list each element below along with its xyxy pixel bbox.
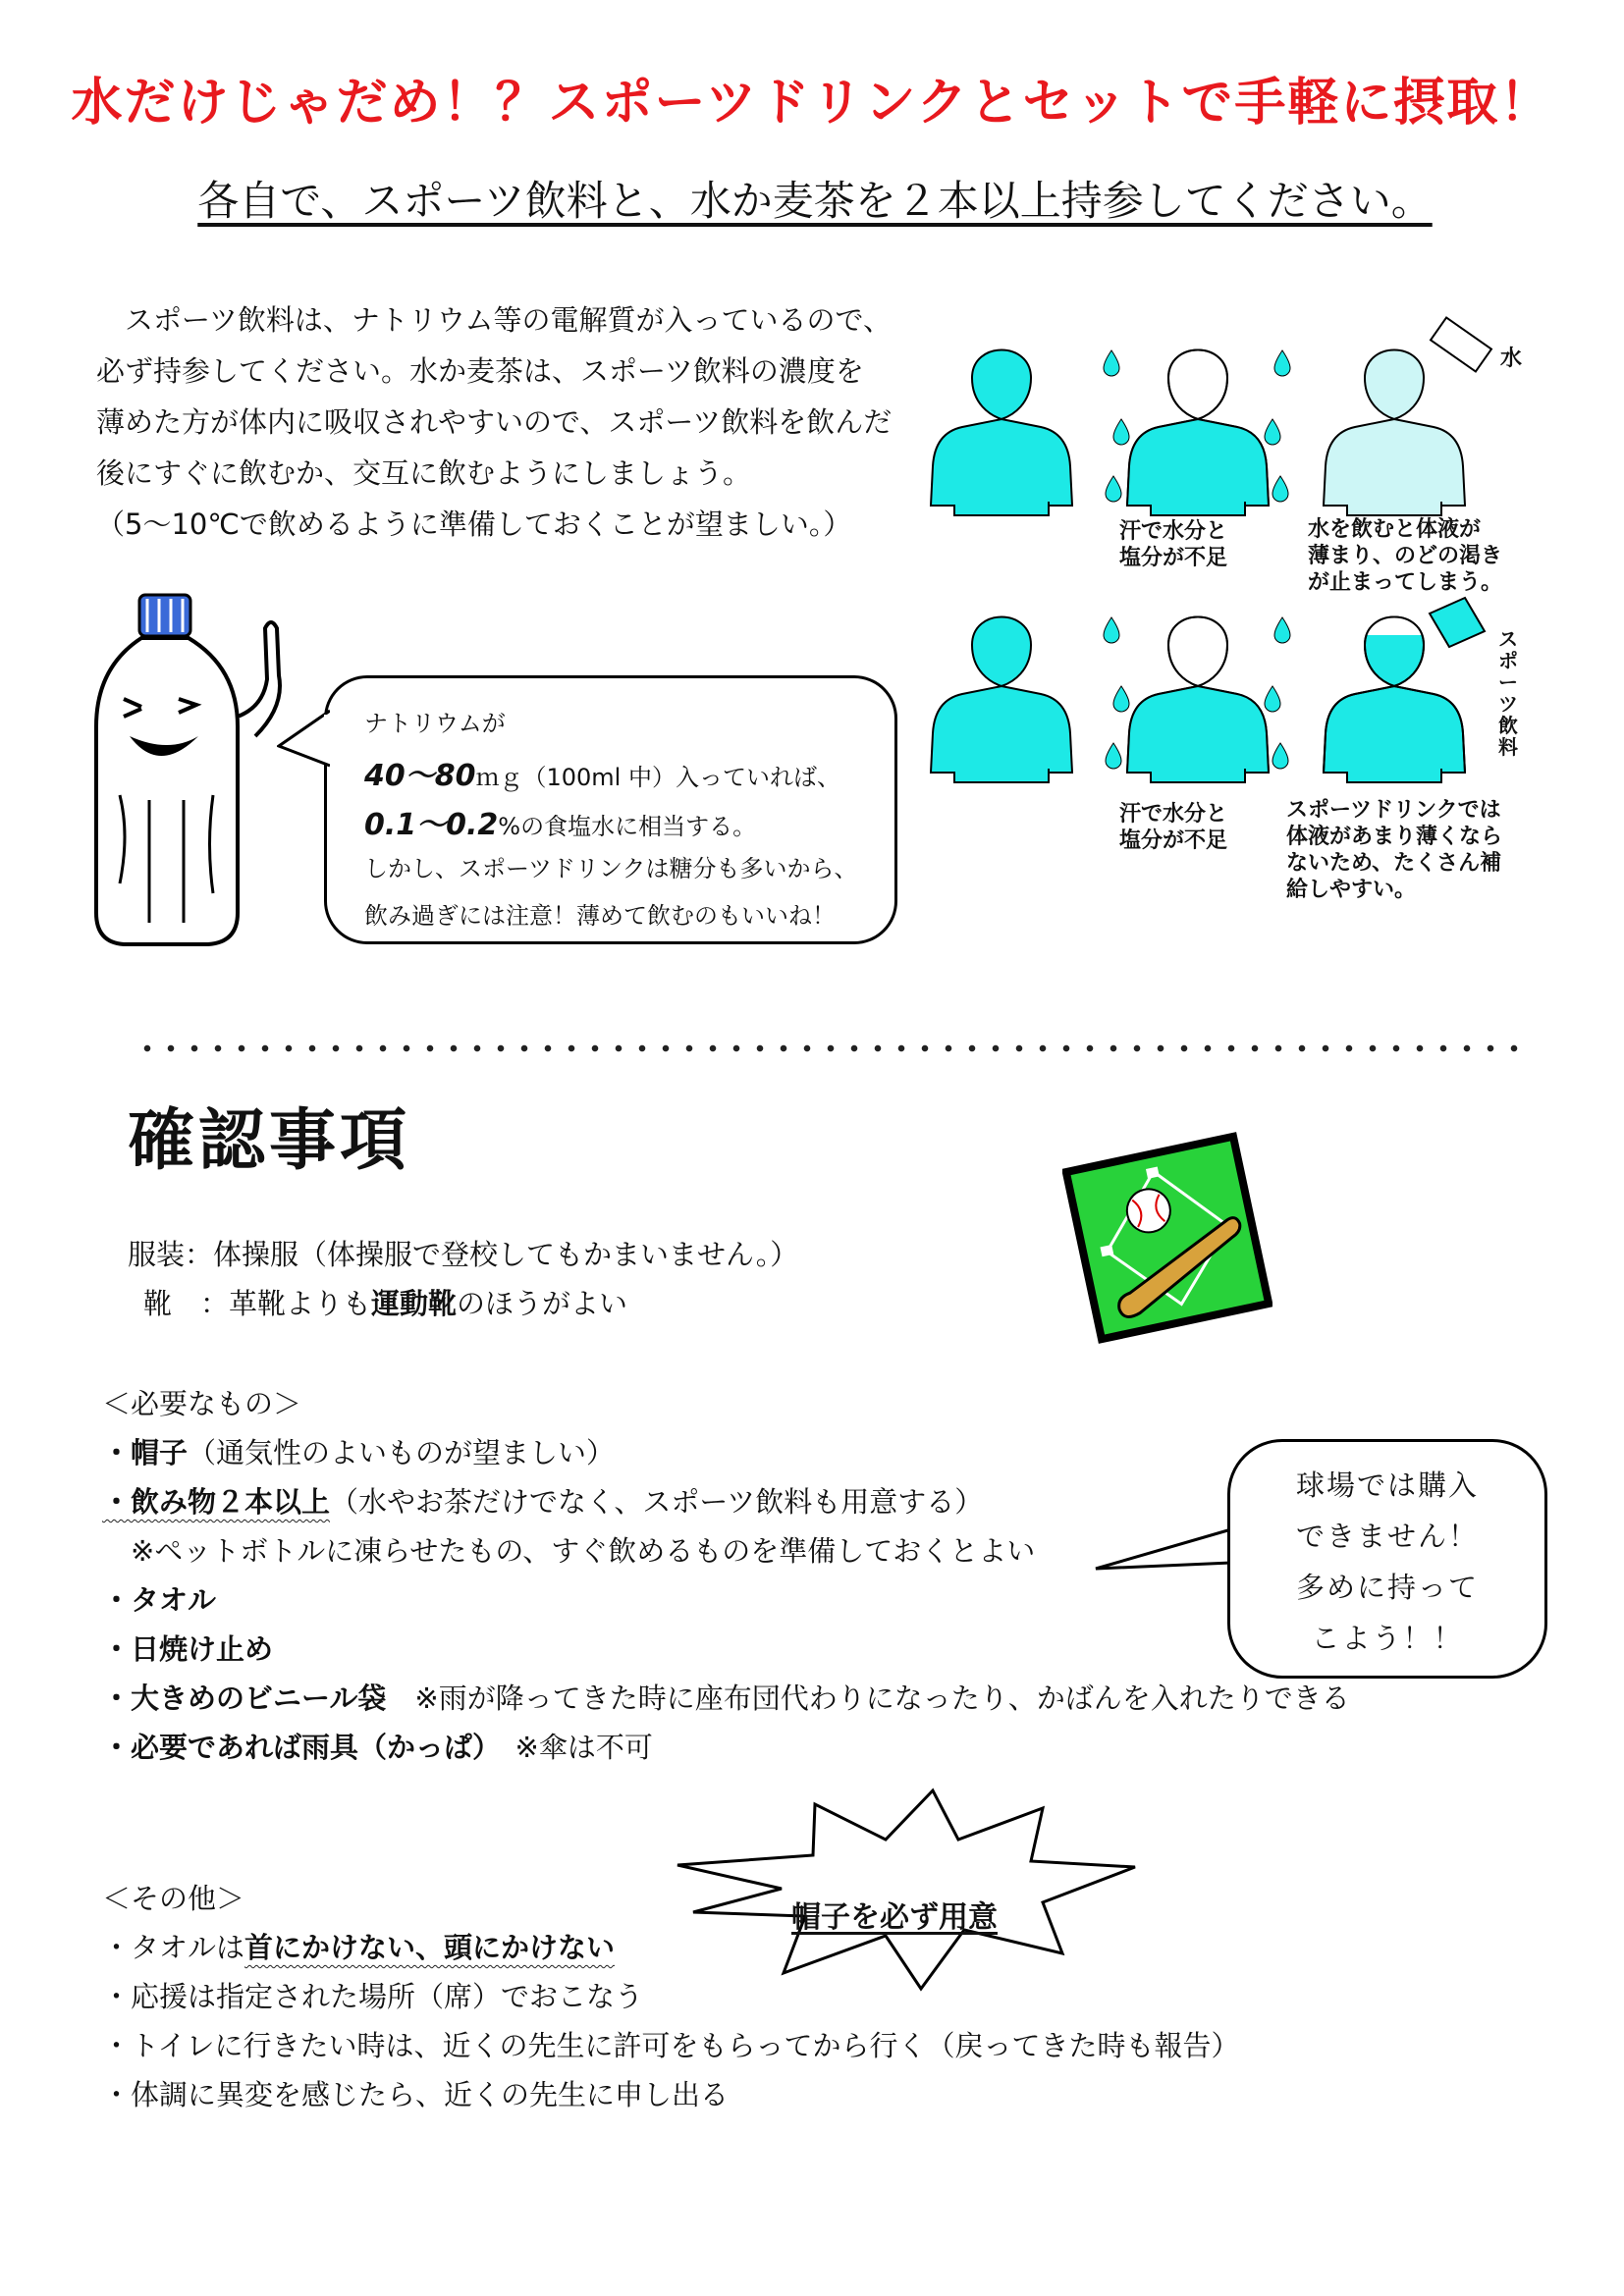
caption-line: 塩分が不足 bbox=[1119, 828, 1228, 853]
caption-line: 薄まり、のどの渇き bbox=[1308, 544, 1503, 568]
caption-sports bbox=[1286, 797, 1502, 903]
note-speech-bubble bbox=[1227, 1439, 1547, 1679]
caption-line: 水を飲むと体液が bbox=[1308, 517, 1482, 542]
bubble-line: しかし、スポーツドリンクは糖分も多いから、 bbox=[364, 855, 858, 882]
caption-line: 汗で水分と bbox=[1119, 802, 1228, 827]
intro-line: 薄めた方が体内に吸収されやすいので、スポーツ飲料を飲んだ bbox=[96, 405, 893, 439]
speech-tail-icon bbox=[1092, 1520, 1235, 1582]
item-note: ※ペットボトルに凍らせたもの、すぐ飲めるものを準備しておくとよい bbox=[102, 1534, 1036, 1568]
item-note: （水やお茶だけでなく、スポーツ飲料も用意する） bbox=[330, 1485, 984, 1519]
sports-drink-label bbox=[1496, 628, 1520, 758]
sodium-amount: 40～80 bbox=[364, 759, 476, 793]
intro-paragraph bbox=[96, 294, 911, 550]
salt-percentage: 0.1～0.2 bbox=[364, 808, 499, 842]
other-item bbox=[102, 1926, 615, 1966]
section-title: 確認事項 bbox=[128, 1102, 411, 1180]
bubble-line: 飲み過ぎには注意！薄めて飲むのもいいね！ bbox=[364, 902, 836, 930]
bottle-mascot-icon bbox=[90, 589, 287, 952]
bubble-line bbox=[364, 751, 840, 794]
needs-item bbox=[102, 1677, 1350, 1717]
shoes-text: 靴 ：革靴よりも bbox=[143, 1287, 372, 1320]
item-note: ※雨が降ってきた時に座布団代わりになったり、かばんを入れたりできる bbox=[386, 1682, 1350, 1715]
note-line: 球場では購入 bbox=[1295, 1468, 1479, 1502]
note-line: できません！ bbox=[1295, 1520, 1479, 1553]
caption-line: スポーツドリンクでは bbox=[1286, 798, 1501, 823]
page-subtitle: 各自で、スポーツ飲料と、水か麦茶を２本以上持参してください。 bbox=[197, 177, 1433, 225]
caption-line: ないため、たくさん補 bbox=[1286, 851, 1502, 876]
other-item: ・トイレに行きたい時は、近くの先生に許可をもらってから行く（戻ってきた時も報告） bbox=[102, 2029, 1240, 2062]
intro-line: スポーツ飲料は、ナトリウム等の電解質が入っているので、 bbox=[96, 303, 892, 337]
intro-line: （5～10℃で飲めるように準備しておくことが望ましい。） bbox=[96, 507, 852, 541]
figure-sports-drink-icon bbox=[1296, 576, 1492, 782]
other-item: ・体調に異変を感じたら、近くの先生に申し出る bbox=[102, 2078, 730, 2111]
shoes-text: のほうがよい bbox=[457, 1287, 628, 1320]
note-line: こよう！！ bbox=[1311, 1622, 1464, 1655]
sodium-speech-bubble bbox=[324, 675, 897, 944]
starburst-icon bbox=[668, 1787, 1159, 1995]
caption-line: が止まってしまう。 bbox=[1308, 570, 1503, 595]
sports-label-char: ス bbox=[1498, 627, 1518, 651]
baseball-icon bbox=[1062, 1131, 1272, 1345]
other-text: ・タオルは bbox=[102, 1931, 245, 1964]
caption-sweat-top bbox=[1119, 518, 1227, 571]
needs-header: ＜必要なもの＞ bbox=[102, 1387, 302, 1420]
caption-line: 塩分が不足 bbox=[1119, 546, 1228, 570]
item-name: ・日焼け止め bbox=[102, 1632, 274, 1666]
caption-line: 汗で水分と bbox=[1119, 519, 1228, 544]
page-title: 水だけじゃだめ！？スポーツドリンクとセットで手軽に摂取！ bbox=[71, 74, 1553, 133]
bubble-line: ナトリウムが bbox=[364, 710, 506, 737]
towel-emphasis: 首にかけない、頭にかけない bbox=[244, 1931, 616, 1964]
sports-label-char: ツ bbox=[1498, 692, 1518, 716]
caption-sweat-bottom bbox=[1119, 801, 1227, 854]
item-name: ・帽子 bbox=[102, 1436, 189, 1469]
item-name: ・大きめのビニール袋 bbox=[102, 1682, 387, 1715]
speech-tail-icon bbox=[277, 707, 330, 775]
needs-item bbox=[102, 1431, 615, 1471]
item-note: （通気性のよいものが望ましい） bbox=[188, 1436, 616, 1469]
needs-item bbox=[102, 1726, 653, 1766]
item-name: ・必要であれば雨具（かっぱ） bbox=[102, 1731, 487, 1764]
water-label: 水 bbox=[1500, 347, 1523, 371]
item-name: ・タオル bbox=[102, 1583, 217, 1617]
caption-line: 体液があまり薄くなら bbox=[1286, 825, 1503, 849]
sports-label-char: ポ bbox=[1498, 649, 1518, 672]
bubble-text: %の食塩水に相当する。 bbox=[498, 813, 757, 840]
sports-label-char: ー bbox=[1498, 670, 1518, 694]
other-item: ・応援は指定された場所（席）でおこなう bbox=[102, 1980, 644, 2013]
sports-label-char: 飲 bbox=[1498, 714, 1518, 737]
dotted-divider bbox=[135, 1042, 1530, 1054]
bubble-text: ｍｇ（100ml 中）入っていれば、 bbox=[475, 764, 840, 791]
item-name: ・飲み物２本以上 bbox=[102, 1485, 331, 1519]
figure-sweat-icon bbox=[1100, 350, 1296, 528]
shoes-info bbox=[143, 1282, 627, 1322]
item-note: ※傘は不可 bbox=[486, 1731, 653, 1764]
other-header: ＜その他＞ bbox=[102, 1882, 245, 1915]
intro-line: 必ず持参してください。水か麦茶は、スポーツ飲料の濃度を bbox=[96, 354, 864, 388]
burst-text: 帽子を必ず用意 bbox=[791, 1900, 998, 1935]
figure-diluted-icon bbox=[1324, 317, 1491, 515]
intro-line: 後にすぐに飲むか、交互に飲むようにしましょう。 bbox=[96, 456, 752, 490]
caption-water bbox=[1308, 516, 1502, 596]
sports-label-char: 料 bbox=[1498, 735, 1518, 759]
needs-item bbox=[102, 1480, 983, 1521]
figure-sweat-icon bbox=[1100, 617, 1296, 791]
needs-item bbox=[102, 1628, 273, 1668]
needs-item bbox=[102, 1529, 1035, 1570]
figure-normal-icon bbox=[931, 350, 1072, 516]
note-line: 多めに持って bbox=[1295, 1571, 1479, 1604]
shoes-emphasis: 運動靴 bbox=[371, 1287, 458, 1320]
needs-item bbox=[102, 1578, 216, 1619]
figure-normal-icon bbox=[931, 617, 1072, 783]
bubble-line bbox=[364, 800, 756, 843]
caption-line: 給しやすい。 bbox=[1286, 878, 1417, 902]
clothing-info: 服装：体操服（体操服で登校してもかまいません。） bbox=[128, 1238, 799, 1271]
